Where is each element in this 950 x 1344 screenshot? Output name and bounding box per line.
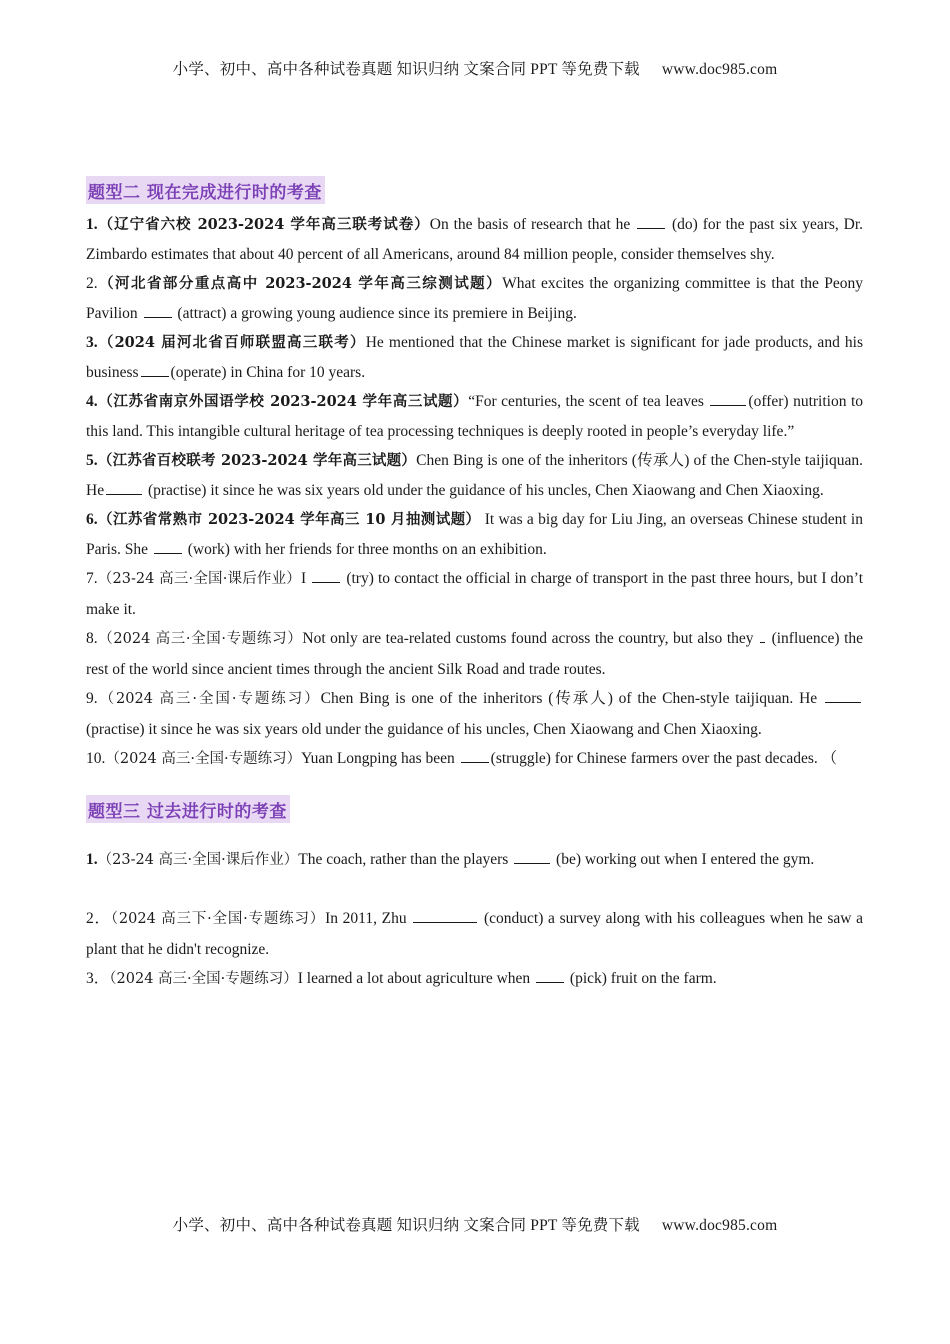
question-2-1: 1.（辽宁省六校 2023-2024 学年高三联考试卷）On the basis of research that he (do) for the past six years, Dr. Zimbardo estimates that about 40 percent of all Americans, around 84 million people, consider themselves shy.	[86, 210, 863, 269]
question-3-3: 3．（2024 高三·全国·专题练习）I learned a lot about agriculture when (pick) fruit on the farm.	[86, 964, 863, 995]
answer-blank[interactable]	[710, 390, 746, 406]
answer-blank[interactable]	[141, 361, 169, 377]
question-2-7: 7.（23-24 高三·全国·课后作业）I (try) to contact the official in charge of transport in the past three hours, but I don’t make it.	[86, 564, 863, 624]
question-2-9: 9.（2024 高三·全国·专题练习）Chen Bing is one of the inheritors (传承人) of the Chen-style taijiquan. He (practise) it since he was six years old under the guidance of his uncles, Chen Xiaowang and Chen Xiaoxing.	[86, 684, 863, 744]
answer-blank[interactable]	[144, 302, 172, 318]
question-2-8: 8.（2024 高三·全国·专题练习）Not only are tea-related customs found across the country, but also they (influence) the rest of the world since ancient times through the ancient Silk Road and trade routes.	[86, 624, 863, 684]
footer-text: 小学、初中、高中各种试卷真题 知识归纳 文案合同 PPT 等免费下载	[172, 1217, 640, 1234]
answer-blank[interactable]	[760, 627, 765, 643]
answer-blank[interactable]	[461, 747, 489, 763]
answer-blank[interactable]	[106, 479, 142, 495]
answer-blank[interactable]	[312, 567, 340, 583]
answer-blank[interactable]	[536, 967, 564, 983]
page-footer	[0, 1213, 950, 1235]
question-2-4: 4.（江苏省南京外国语学校 2023-2024 学年高三试题）“For centuries, the scent of tea leaves (offer) nutrition to this land. This intangible cultural heritage of tea processing techniques is deeply rooted in people’s everyday life.”	[86, 387, 863, 446]
answer-blank[interactable]	[514, 848, 550, 864]
question-3-1: 1.（23-24 高三·全国·课后作业）The coach, rather than the players (be) working out when I entered the gym.	[86, 845, 863, 876]
answer-blank[interactable]	[154, 538, 182, 554]
header-site: www.doc985.com	[661, 61, 778, 78]
question-2-3: 3.（2024 届河北省百师联盟高三联考）He mentioned that the Chinese market is significant for jade products, and his business (operate) in China for 10 years.	[86, 334, 864, 381]
answer-blank[interactable]	[413, 907, 477, 923]
question-3-2: 2．（2024 高三下·全国·专题练习）In 2011, Zhu (conduct) a survey along with his colleagues when he saw a plant that he didn't recognize.	[86, 904, 863, 964]
header-text: 小学、初中、高中各种试卷真题 知识归纳 文案合同 PPT 等免费下载	[172, 61, 640, 78]
spacer	[86, 875, 863, 904]
answer-blank[interactable]	[825, 687, 861, 703]
question-2-5: 5.（江苏省百校联考 2023-2024 学年高三试题）Chen Bing is one of the inheritors (传承人) of the Chen-style taijiquan. He (practise) it since he was six years old under the guidance of his uncles, Chen Xiaowang and Chen Xiaoxing.	[86, 452, 863, 499]
page-header	[0, 57, 950, 79]
section-title-2: 题型二 现在完成进行时的考查	[86, 176, 863, 204]
footer-site: www.doc985.com	[661, 1217, 778, 1234]
question-2-10: 10.（2024 高三·全国·专题练习）Yuan Longping has been (struggle) for Chinese farmers over the past decades. （	[86, 744, 863, 775]
section-title-3: 题型三 过去进行时的考查	[86, 795, 863, 823]
question-2-6: 6.（江苏省常熟市 2023-2024 学年高三 10 月抽测试题） It was a big day for Liu Jing, an overseas Chinese student in Paris. She (work) with her friends for three months on an exhibition.	[86, 511, 863, 558]
document-body	[86, 176, 863, 995]
question-2-2: 2.（河北省部分重点高中 2023-2024 学年高三综测试题）What excites the organizing committee is that the Peony Pavilion (attract) a growing young audience since its premiere in Beijing.	[86, 275, 864, 322]
answer-blank[interactable]	[637, 213, 665, 229]
